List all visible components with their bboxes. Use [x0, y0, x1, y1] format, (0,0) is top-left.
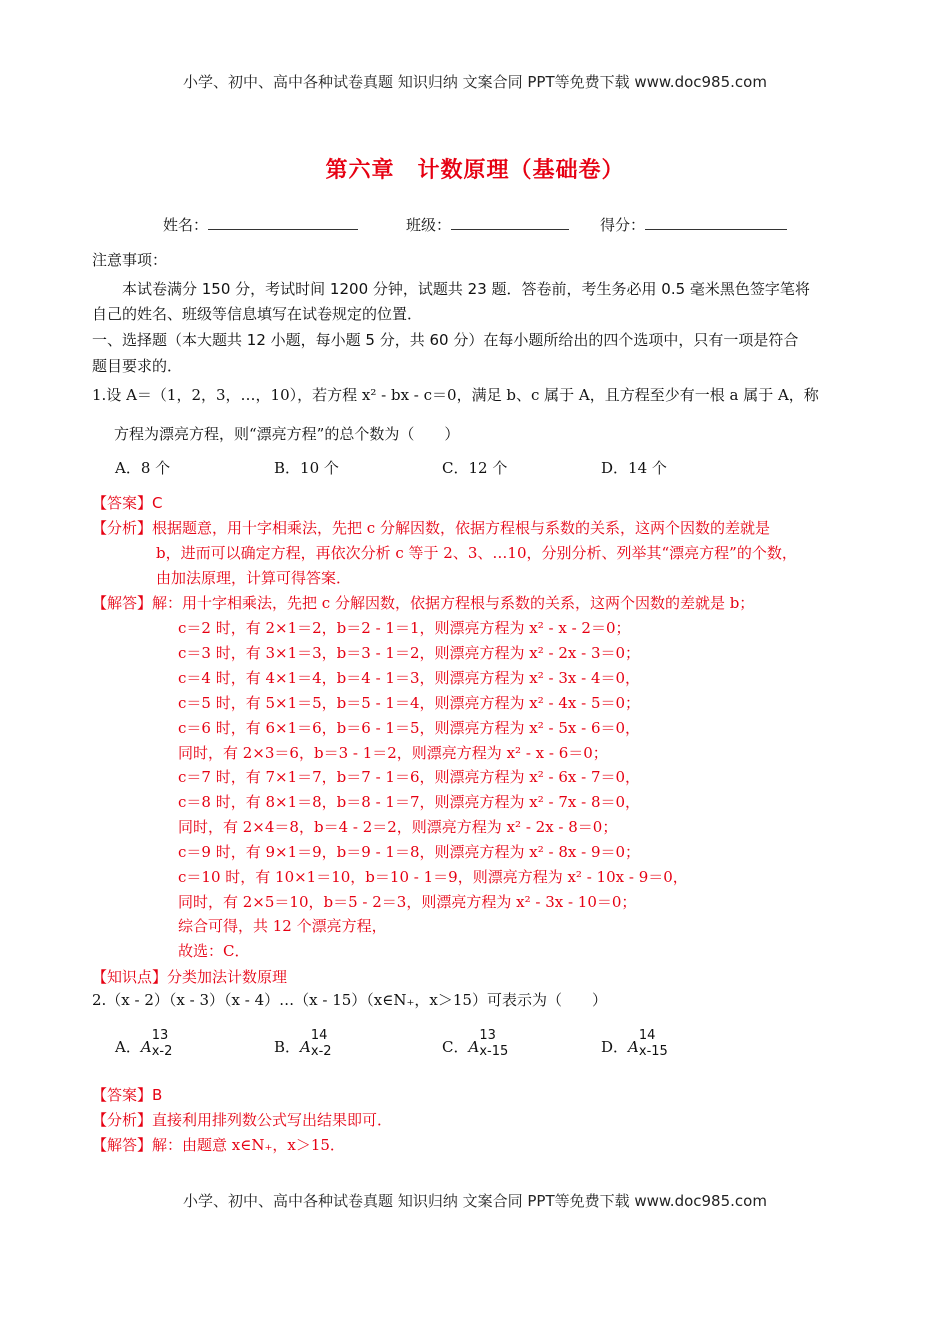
- perm-symbol: A: [140, 1038, 152, 1056]
- notice-title: 注意事项：: [92, 251, 168, 269]
- q1-stem-line-2: 方程为漂亮方程，则“漂亮方程”的总个数为（ ）: [114, 425, 460, 443]
- q1-step: c＝7 时，有 7×1＝7，b＝7 - 1＝6，则漂亮方程为 x² - 6x - 7＝0，: [178, 768, 641, 786]
- q1-stem-line-1: 1.设 A＝（1，2，3，…，10），若方程 x² - bx - c＝0，满足 b、c 属于 A，且方程至少有一根 a 属于 A，称: [92, 386, 819, 404]
- notice-line-2: 自己的姓名、班级等信息填写在试卷规定的位置．: [92, 305, 423, 323]
- q1-step: 同时，有 2×5＝10，b＝5 - 2＝3，则漂亮方程为 x² - 3x - 10＝0；: [178, 893, 637, 911]
- q2-answer: 【答案】B: [92, 1086, 163, 1104]
- option-label: B．: [274, 1038, 301, 1056]
- option-label: D．: [601, 1038, 629, 1056]
- q1-step: c＝10 时，有 10×1＝10，b＝10 - 1＝9，则漂亮方程为 x² - 10x - 9＝0，: [178, 868, 688, 886]
- section-heading-1: 一、选择题（本大题共 12 小题，每小题 5 分，共 60 分）在每小题所给出的四个选项中，只有一项是符合: [92, 331, 799, 349]
- q2-analysis: 【分析】直接利用排列数公式写出结果即可．: [92, 1111, 393, 1129]
- q1-step: 同时，有 2×3＝6，b＝3 - 1＝2，则漂亮方程为 x² - x - 6＝0；: [178, 744, 608, 762]
- page-title: 第六章 计数原理（基础卷）: [325, 158, 625, 183]
- score-blank[interactable]: [645, 215, 787, 230]
- class-label: 班级：: [406, 216, 452, 234]
- option-label: A．: [115, 1038, 141, 1056]
- q1-step: c＝8 时，有 8×1＝8，b＝8 - 1＝7，则漂亮方程为 x² - 7x - 8＝0，: [178, 793, 641, 811]
- name-blank[interactable]: [208, 215, 358, 230]
- q1-option-b[interactable]: B．10 个: [274, 459, 339, 477]
- perm-indices: 13 x-2: [151, 1028, 173, 1059]
- q1-solution-head: 【解答】解：用十字相乘法，先把 c 分解因数，依据方程根与系数的关系，这两个因数的差就是 b；: [92, 594, 755, 612]
- q2-option-d[interactable]: [601, 1028, 683, 1060]
- q1-analysis-line-3: 由加法原理，计算可得答案．: [156, 569, 352, 587]
- perm-indices: 13 x-15: [479, 1028, 509, 1059]
- perm-symbol: A: [300, 1038, 311, 1056]
- q1-option-d[interactable]: D．14 个: [601, 459, 667, 477]
- q1-analysis-line-2: b，进而可以确定方程，再依次分析 c 等于 2、3、…10，分别分析、列举其“漂亮方程”的个数，: [156, 544, 797, 562]
- perm-symbol: A: [468, 1038, 480, 1056]
- perm-indices: 14 x-15: [638, 1028, 668, 1059]
- q1-step: c＝2 时，有 2×1＝2，b＝2 - 1＝1，则漂亮方程为 x² - x - 2＝0；: [178, 619, 631, 637]
- perm-symbol: A: [628, 1038, 639, 1056]
- name-field[interactable]: [163, 214, 358, 235]
- page-header: 小学、初中、高中各种试卷真题 知识归纳 文案合同 PPT等免费下载 www.doc985.com: [183, 73, 767, 91]
- q1-knowledge: 【知识点】分类加法计数原理: [92, 968, 288, 986]
- q2-solution: 【解答】解：由题意 x∈N₊，x＞15．: [92, 1136, 345, 1154]
- q1-step: c＝4 时，有 4×1＝4，b＝4 - 1＝3，则漂亮方程为 x² - 3x - 4＝0，: [178, 669, 641, 687]
- section-heading-2: 题目要求的．: [92, 357, 183, 375]
- q1-answer: 【答案】C: [92, 494, 163, 512]
- q2-option-b[interactable]: [274, 1028, 355, 1060]
- q1-step: c＝9 时，有 9×1＝9，b＝9 - 1＝8，则漂亮方程为 x² - 8x - 9＝0；: [178, 843, 641, 861]
- score-label: 得分：: [600, 216, 646, 234]
- q1-step: c＝3 时，有 3×1＝3，b＝3 - 1＝2，则漂亮方程为 x² - 2x - 3＝0；: [178, 644, 641, 662]
- q2-stem: 2.（x - 2）（x - 3）（x - 4）…（x - 15）（x∈N₊，x＞15）可表示为（ ）: [92, 991, 607, 1009]
- q2-option-a[interactable]: [115, 1028, 196, 1060]
- q1-option-a[interactable]: A．8 个: [115, 459, 171, 477]
- class-field[interactable]: [406, 214, 569, 235]
- q1-analysis-line-1: 【分析】根据题意，用十字相乘法，先把 c 分解因数，依据方程根与系数的关系，这两个因数的差就是: [92, 519, 770, 537]
- perm-indices: 14 x-2: [310, 1028, 332, 1059]
- q1-step: c＝6 时，有 6×1＝6，b＝6 - 1＝5，则漂亮方程为 x² - 5x - 6＝0，: [178, 719, 641, 737]
- q1-step: 故选：C．: [178, 942, 250, 960]
- q1-option-c[interactable]: C．12 个: [442, 459, 508, 477]
- name-label: 姓名：: [163, 216, 209, 234]
- q1-step: 同时，有 2×4＝8，b＝4 - 2＝2，则漂亮方程为 x² - 2x - 8＝0；: [178, 818, 618, 836]
- notice-line-1: 本试卷满分 150 分，考试时间 1200 分钟，试题共 23 题．答卷前，考生务必用 0.5 毫米黑色签字笔将: [122, 280, 810, 298]
- option-label: C．: [442, 1038, 469, 1056]
- q2-option-c[interactable]: [442, 1028, 523, 1060]
- page-footer: 小学、初中、高中各种试卷真题 知识归纳 文案合同 PPT等免费下载 www.doc985.com: [183, 1192, 767, 1210]
- score-field[interactable]: [600, 214, 787, 235]
- q1-step: 综合可得，共 12 个漂亮方程，: [178, 917, 387, 935]
- class-blank[interactable]: [451, 215, 569, 230]
- q1-step: c＝5 时，有 5×1＝5，b＝5 - 1＝4，则漂亮方程为 x² - 4x - 5＝0；: [178, 694, 641, 712]
